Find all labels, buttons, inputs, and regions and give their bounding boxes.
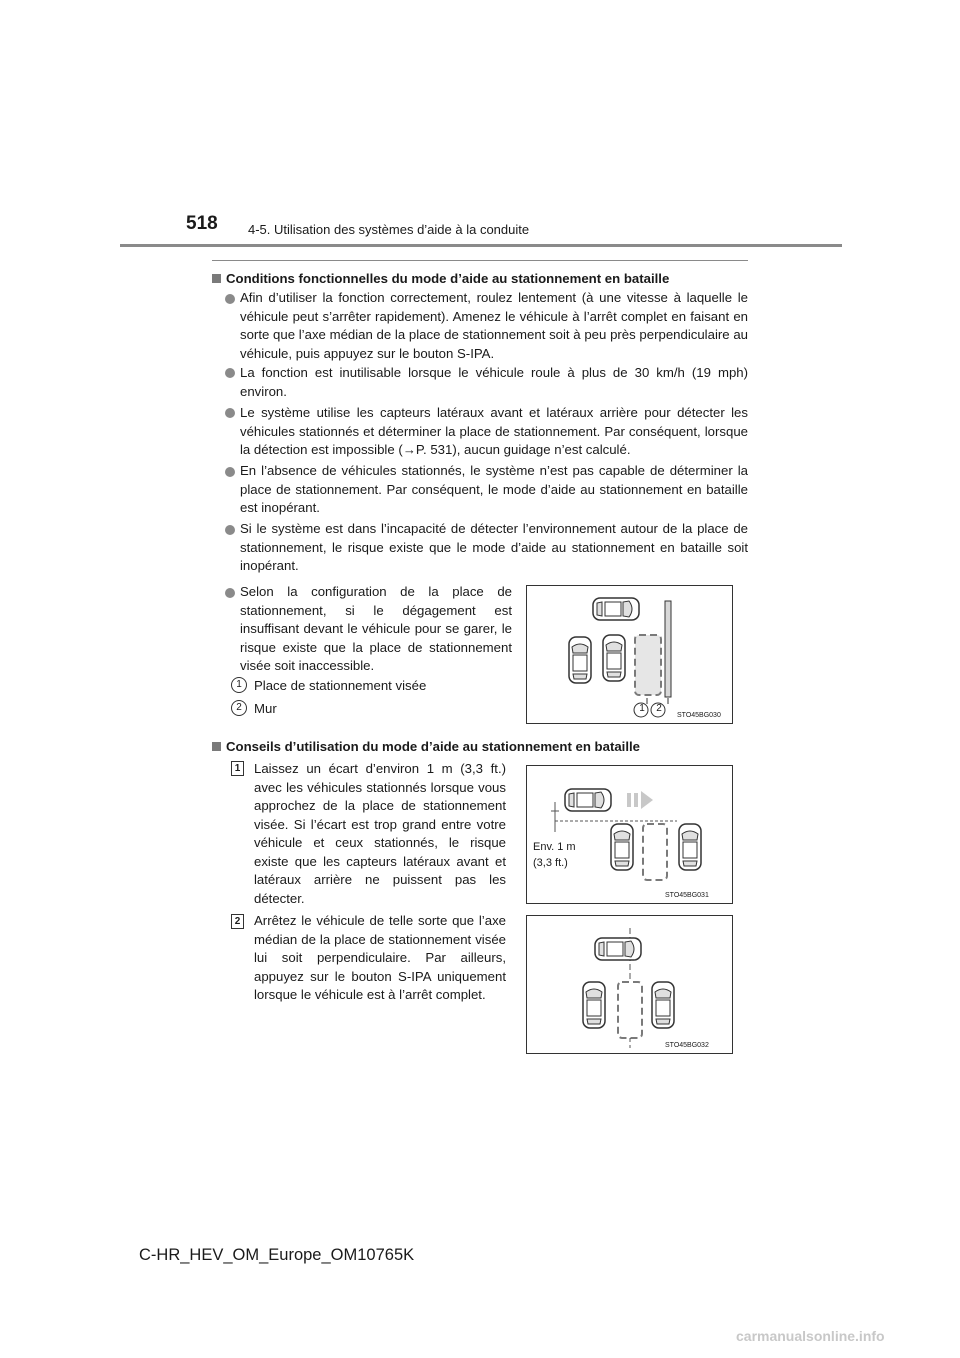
watermark: carmanualsonline.info	[736, 1328, 885, 1344]
car-parked-icon	[603, 635, 625, 681]
car-parked-icon	[652, 982, 674, 1028]
header-rule	[120, 244, 842, 247]
legend-number: 1	[231, 677, 247, 693]
figure-approach-gap	[526, 765, 733, 904]
target-space-icon	[635, 635, 661, 695]
page-number: 518	[186, 213, 218, 234]
heading-conditions: Conditions fonctionnelles du mode d’aide au stationnement en bataille	[212, 270, 669, 288]
bullet-icon	[225, 467, 235, 477]
bullet-text-5: Si le système est dans l’incapacité de détecter l’environnement autour de la place de stationnement, le risque existe que le mode d’aide au stationnement en bataille soit inopérant.	[240, 521, 748, 573]
figure-code: STO45BG032	[665, 1042, 709, 1049]
car-own-icon	[593, 598, 639, 620]
legend-number: 2	[231, 700, 247, 716]
figure-code: STO45BG030	[677, 712, 721, 719]
car-own-icon	[595, 938, 641, 960]
bullet-text-2: La fonction est inutilisable lorsque le véhicule roule à plus de 30 km/h (19 mph) environ.	[240, 365, 748, 399]
callout-number: 2	[656, 703, 662, 714]
car-parked-icon	[679, 824, 701, 870]
legend-label-1: Place de stationnement visée	[254, 678, 427, 693]
bullet-icon	[225, 294, 235, 304]
section-title: 4-5. Utilisation des systèmes d’aide à la conduite	[248, 222, 530, 237]
bullet-icon	[225, 525, 235, 535]
tip-text-1: Laissez un écart d’environ 1 m (3,3 ft.) avec les véhicules stationnés lorsque vous approchez de la place de stationnement visée. Si l’écart est trop grand entre votre véhicule et ceux stationnés, le risque existe que les capteurs latéraux avant et latéraux arrière ne puissent pas les détecter.	[254, 761, 506, 906]
heading-tips: Conseils d’utilisation du mode d’aide au stationnement en bataille	[212, 738, 640, 756]
direction-arrow-icon	[627, 791, 653, 809]
car-own-icon	[565, 789, 611, 811]
bullet-text-4: En l’absence de véhicules stationnés, le système n’est pas capable de déterminer la place de stationnement. Par conséquent, le mode d’aide au stationnement en bataille est inopérant.	[240, 463, 748, 515]
bullet-icon	[225, 408, 235, 418]
target-space-icon	[618, 982, 642, 1038]
figure-parking-wall	[526, 585, 733, 724]
car-parked-icon	[611, 824, 633, 870]
bullet-icon	[225, 588, 235, 598]
gap-label: Env. 1 m	[533, 841, 576, 853]
callout-number: 1	[639, 703, 645, 714]
target-space-icon	[643, 824, 667, 880]
bullet-text-1: Afin d’utiliser la fonction correctement, roulez lentement (à une vitesse à laquelle le véhicule peut s’arrêter rapidement). Amenez le véhicule à l’arrêt complet en faisant en sorte que l’axe médian de la place de stationnement soit à peu près perpendiculaire au véhicule, puis appuyez sur le bouton S-IPA.	[240, 290, 748, 361]
tip-text-2: Arrêtez le véhicule de telle sorte que l’axe médian de la place de stationnement visée lui soit perpendiculaire. Par ailleurs, appuyez sur le bouton S-IPA uniquement lorsque le véhicule est à l’arrêt complet.	[254, 913, 506, 1002]
car-parked-icon	[569, 637, 591, 683]
bullet-icon	[225, 368, 235, 378]
wall-icon	[665, 601, 671, 697]
legend-label-2: Mur	[254, 701, 277, 716]
car-parked-icon	[583, 982, 605, 1028]
section-divider	[212, 260, 748, 261]
bullet-text-6: Selon la configuration de la place de stationnement, si le dégagement est insuffisant devant le véhicule pour se garer, le risque existe que la place de stationnement visée soit inaccessible.	[240, 584, 512, 673]
square-bullet-icon	[212, 274, 221, 283]
step-number: 1	[231, 761, 244, 776]
figure-code: STO45BG031	[665, 892, 709, 899]
square-bullet-icon	[212, 742, 221, 751]
step-number: 2	[231, 914, 244, 929]
gap-label: (3,3 ft.)	[533, 857, 568, 869]
figure-perpendicular-stop	[526, 915, 733, 1054]
document-id: C-HR_HEV_OM_Europe_OM10765K	[139, 1246, 415, 1264]
bullet-text-3: Le système utilise les capteurs latéraux avant et latéraux arrière pour détecter les véhicules stationnés et déterminer la place de stationnement. Par conséquent, lorsque la détection est impossible (→P. 531), aucun guidage n’est calculé.	[240, 405, 748, 457]
